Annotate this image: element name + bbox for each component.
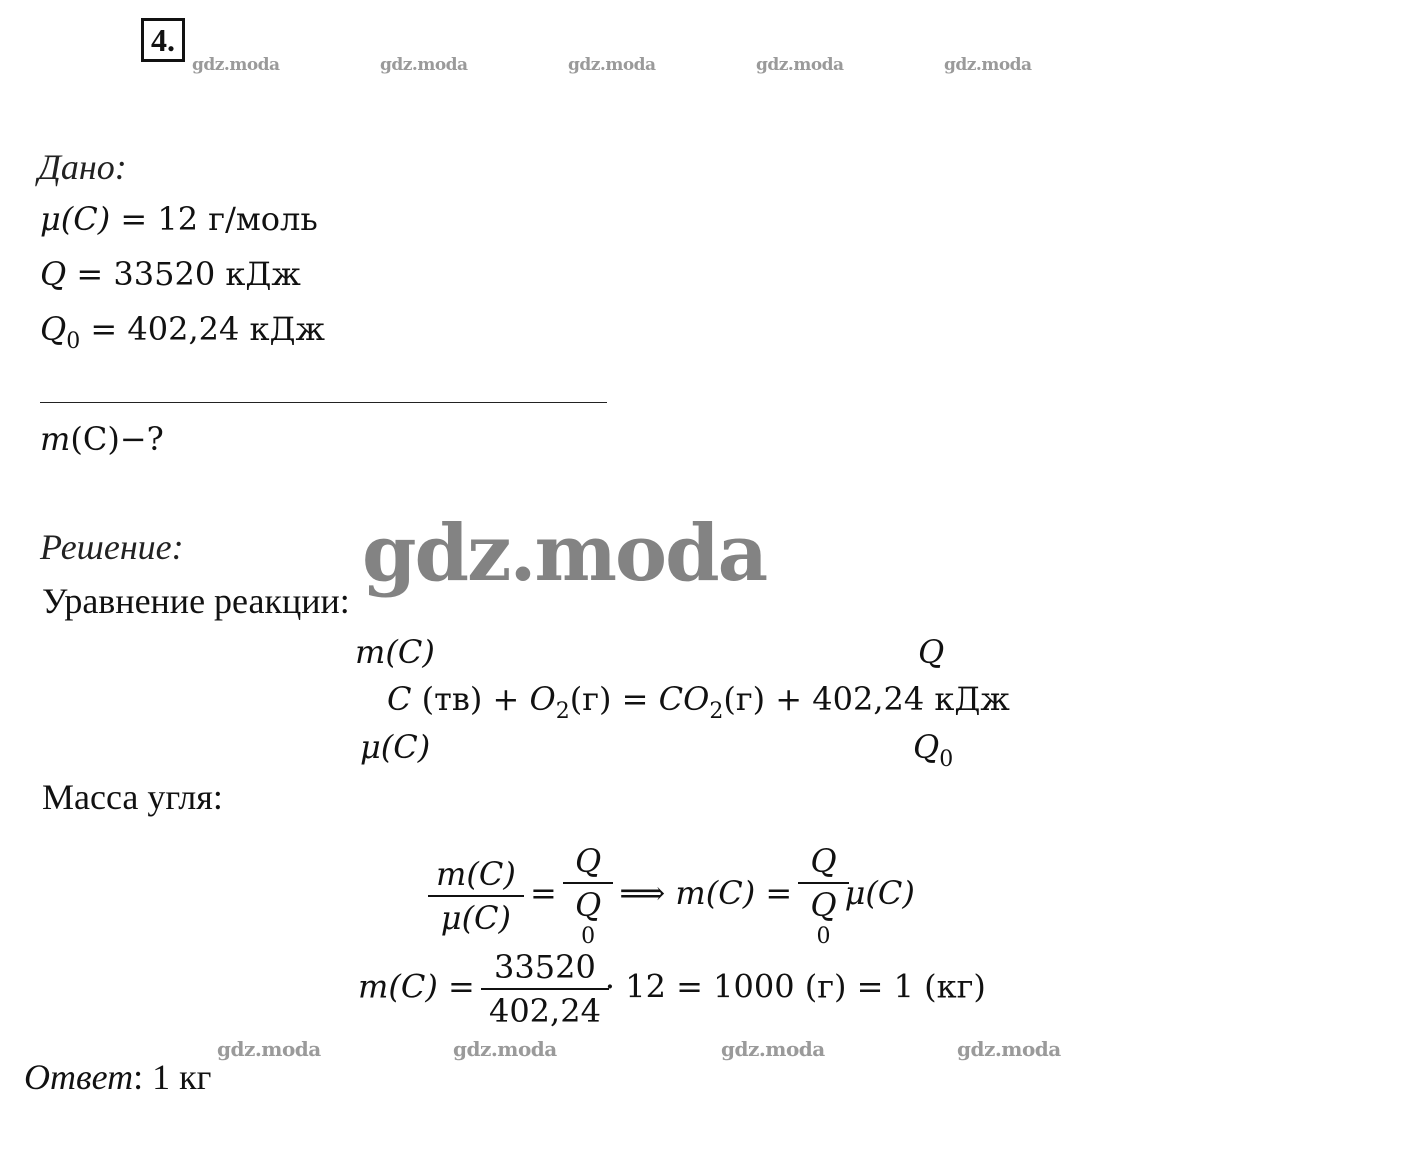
- watermark-large: gdz.moda: [362, 508, 767, 599]
- proportion-formula: $\frac{m(C)}{\mu(C)}$ = Q Q 0 ⟹ m(C) = Q Q 0 μ(C): [432, 842, 915, 949]
- answer: Ответ: 1 кг: [24, 1057, 212, 1097]
- equation-top-left: m(C): [355, 633, 435, 671]
- fraction: Q Q 0: [567, 842, 609, 949]
- watermark: gdz.moda: [380, 55, 468, 75]
- watermark: gdz.moda: [217, 1037, 321, 1061]
- mass-label: Масса угля:: [42, 777, 223, 817]
- calculation: m(C) = $\frac{33520}{402,24}$ · 12 = 1000 (г) = 1 (кг): [358, 948, 986, 1030]
- find-quantity: m(C)−?: [40, 420, 164, 458]
- equation-top-right: Q: [918, 633, 945, 671]
- fraction: $\frac{m(C)}{\mu(C)}$: [432, 855, 520, 937]
- given-heat0: $Q_0 = 402,24$ кДж: [40, 310, 325, 354]
- watermark: gdz.moda: [453, 1037, 557, 1061]
- watermark: gdz.moda: [721, 1037, 825, 1061]
- reaction-equation: C $(тв) + O_2(г) = CO_2(г) + 402,24$ кДж: [387, 680, 1010, 724]
- equation-bottom-right: $Q_0$: [913, 728, 954, 772]
- solution-heading: Решение:: [40, 527, 184, 567]
- watermark: gdz.moda: [957, 1037, 1061, 1061]
- watermark: gdz.moda: [944, 55, 1032, 75]
- problem-number: 4.: [141, 18, 185, 62]
- equation-bottom-left: μ(C): [360, 728, 431, 766]
- watermark: gdz.moda: [192, 55, 280, 75]
- watermark: gdz.moda: [568, 55, 656, 75]
- divider: [40, 402, 607, 403]
- given-molar-mass: μ(C) = 12 г/моль: [40, 200, 318, 238]
- given-heading: Дано:: [38, 147, 127, 187]
- fraction: $\frac{33520}{402,24}$: [485, 948, 605, 1030]
- watermark: gdz.moda: [756, 55, 844, 75]
- given-heat: Q = 33520 кДж: [40, 255, 301, 293]
- equation-label: Уравнение реакции:: [42, 581, 350, 621]
- fraction: Q Q 0: [802, 842, 844, 949]
